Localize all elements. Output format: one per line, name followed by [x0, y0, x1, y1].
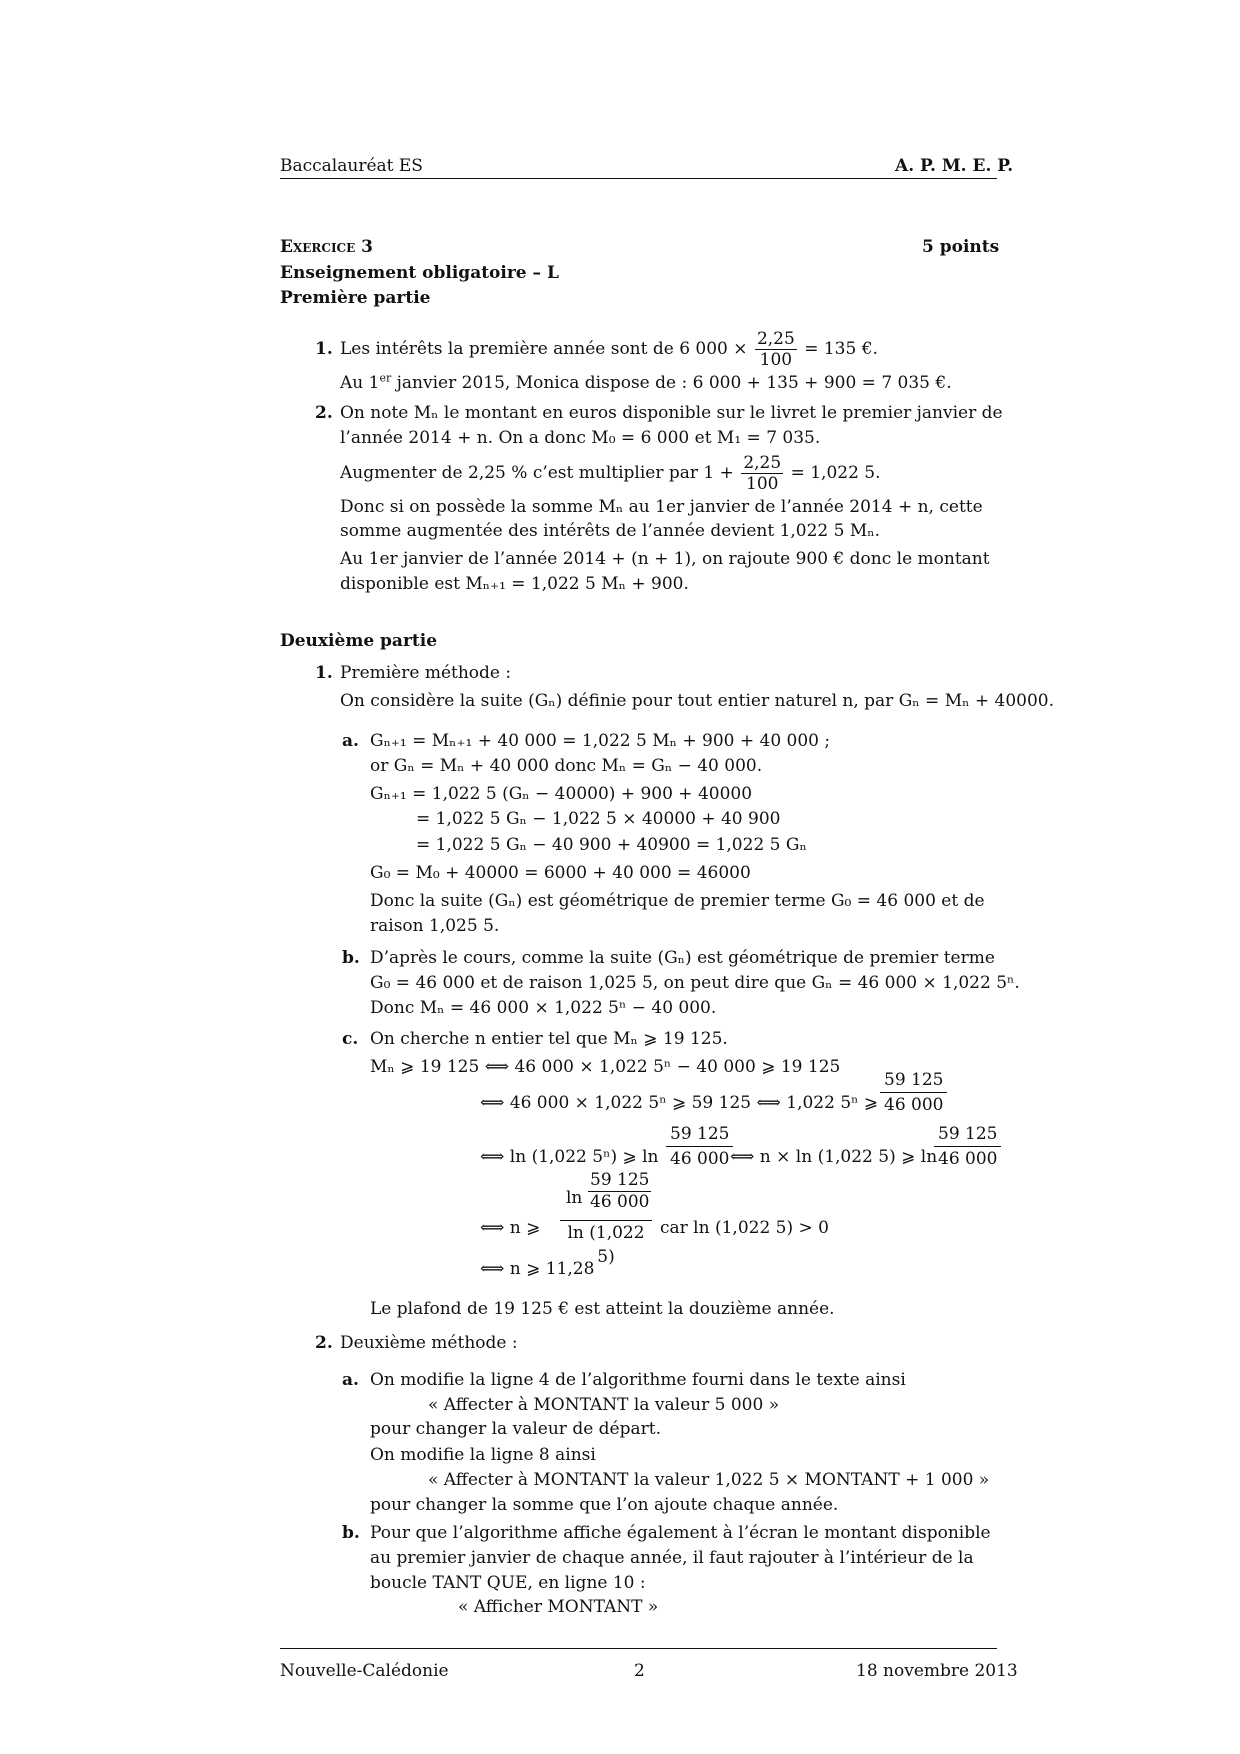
p2-c-line1: On cherche n entier tel que Mₙ ⩾ 19 125.	[370, 1029, 728, 1049]
p1-q1-text-a: Les intérêts la première année sont de 6 000 ×	[340, 339, 748, 359]
p2-c-frac2-den: 46 000	[670, 1149, 730, 1169]
p2-a-line3: Gₙ₊₁ = 1,022 5 (Gₙ − 40000) + 900 + 40000	[370, 784, 753, 804]
p1-q1-line1	[340, 326, 878, 372]
part2-heading: Deuxième partie	[280, 631, 438, 651]
p2-b-line1: D’après le cours, comme la suite (Gₙ) est géométrique de premier terme	[370, 948, 995, 968]
p2-c-inner-num: 59 125	[590, 1170, 650, 1190]
p1-q1-line2-post: janvier 2015, Monica dispose de : 6 000 + 135 + 900 = 7 035 €.	[396, 373, 952, 393]
exercise-points: 5 points	[922, 237, 1000, 257]
p1-q1-line2	[340, 372, 952, 394]
p1-q2-line3	[340, 450, 881, 496]
p1-q1-fraction	[755, 329, 797, 370]
p1-q2-line7: disponible est Mₙ₊₁ = 1,022 5 Mₙ + 900.	[340, 574, 689, 594]
p2-c-big-frac-den: ln (1,022 5)	[567, 1223, 645, 1267]
p2-a-line8: raison 1,025 5.	[370, 916, 500, 936]
p1-q2-number: 2.	[315, 403, 333, 423]
p2-a-line6: G₀ = M₀ + 40000 = 6000 + 40 000 = 46000	[370, 863, 751, 883]
p2-c-big-frac-ln: ln	[566, 1188, 583, 1208]
p1-q1-frac-num: 2,25	[756, 329, 795, 349]
p2-a-line4: = 1,022 5 Gₙ − 1,022 5 × 40000 + 40 900	[416, 809, 781, 829]
page-number: 2	[634, 1661, 645, 1681]
p2-q2-number: 2.	[315, 1333, 333, 1353]
p2-a-line5: = 1,022 5 Gₙ − 40 900 + 40900 = 1,022 5 Gₙ	[416, 835, 807, 855]
p2-c-frac3-den: 46 000	[938, 1149, 998, 1169]
p2-c-frac2	[666, 1124, 733, 1169]
p2-c-line2: Mₙ ⩾ 19 125 ⟺ 46 000 × 1,022 5ⁿ − 40 000 ⩾ 19 125	[370, 1057, 841, 1077]
header-rule	[280, 178, 997, 179]
p2-c-line4a: ⟺ ln (1,022 5ⁿ) ⩾ ln	[480, 1147, 659, 1167]
p2-c-frac3-num: 59 125	[934, 1124, 1001, 1147]
p1-q1-text-b: = 135 €.	[804, 339, 878, 359]
p2-b-line2: G₀ = 46 000 et de raison 1,025 5, on peut dire que Gₙ = 46 000 × 1,022 5ⁿ.	[370, 973, 1020, 993]
p2-q2a-line2: « Affecter à MONTANT la valeur 5 000 »	[428, 1395, 780, 1415]
p2-q2-title: Deuxième méthode :	[340, 1333, 518, 1353]
header-right: A. P. M. E. P.	[895, 156, 1014, 176]
p2-q2b-line2: au premier janvier de chaque année, il faut rajouter à l’intérieur de la	[370, 1548, 974, 1568]
p2-b-label: b.	[342, 948, 360, 968]
p2-q2a-line1: On modifie la ligne 4 de l’algorithme fourni dans le texte ainsi	[370, 1370, 906, 1390]
header-left: Baccalauréat ES	[280, 156, 423, 176]
p2-q2b-line1: Pour que l’algorithme affiche également à l’écran le montant disponible	[370, 1523, 991, 1543]
p2-c-line6: ⟺ n ⩾ 11,28	[480, 1259, 595, 1279]
p2-c-line3: ⟺ 46 000 × 1,022 5ⁿ ⩾ 59 125 ⟺ 1,022 5ⁿ ⩾	[480, 1093, 879, 1113]
p2-b-line3: Donc Mₙ = 46 000 × 1,022 5ⁿ − 40 000.	[370, 998, 717, 1018]
p2-c-inner-den: 46 000	[590, 1192, 650, 1212]
p2-a-line7: Donc la suite (Gₙ) est géométrique de premier terme G₀ = 46 000 et de	[370, 891, 985, 911]
p2-c-conclusion: Le plafond de 19 125 € est atteint la douzième année.	[370, 1299, 835, 1319]
p2-q2b-line4: « Afficher MONTANT »	[458, 1597, 659, 1617]
exercise-title: Exercice 3	[280, 237, 373, 257]
p2-q1-title: Première méthode :	[340, 663, 512, 683]
p2-q2a-line4: On modifie la ligne 8 ainsi	[370, 1445, 596, 1465]
p1-q2-line3-b: = 1,022 5.	[790, 463, 881, 483]
p2-c-frac1-den: 46 000	[884, 1095, 944, 1115]
p2-q2a-label: a.	[342, 1370, 359, 1390]
p1-q2-line3-a: Augmenter de 2,25 % c’est multiplier par 1 +	[340, 463, 734, 483]
footer-rule	[280, 1648, 997, 1649]
p2-c-line5-pre: ⟺ n ⩾	[480, 1218, 541, 1238]
p1-q1-number: 1.	[315, 339, 333, 359]
p1-q1-line2-sup: er	[379, 371, 392, 385]
p2-c-frac1	[880, 1070, 947, 1115]
p2-c-line5-post: car ln (1,022 5) > 0	[660, 1218, 829, 1238]
p1-q1-line2-pre: Au 1	[340, 373, 380, 393]
p1-q2-frac-den: 100	[741, 473, 783, 494]
p1-q2-fraction	[741, 453, 783, 494]
p2-q2a-line6: pour changer la somme que l’on ajoute chaque année.	[370, 1495, 839, 1515]
p2-q1-number: 1.	[315, 663, 333, 683]
p2-a-line1: Gₙ₊₁ = Mₙ₊₁ + 40 000 = 1,022 5 Mₙ + 900 + 40 000 ;	[370, 731, 831, 751]
p2-q2b-line3: boucle TANT QUE, en ligne 10 :	[370, 1573, 646, 1593]
p1-q1-frac-den: 100	[755, 349, 797, 370]
p2-c-inner-frac	[588, 1170, 651, 1213]
p2-a-line2: or Gₙ = Mₙ + 40 000 donc Mₙ = Gₙ − 40 000.	[370, 756, 763, 776]
p2-q2b-label: b.	[342, 1523, 360, 1543]
p2-a-label: a.	[342, 731, 359, 751]
p2-q1-intro: On considère la suite (Gₙ) définie pour tout entier naturel n, par Gₙ = Mₙ + 40000.	[340, 691, 1054, 711]
p2-c-frac3	[934, 1124, 1001, 1169]
p2-c-line4b: ⟺ n × ln (1,022 5) ⩾ ln	[730, 1147, 938, 1167]
p2-q2a-line3: pour changer la valeur de départ.	[370, 1419, 661, 1439]
part1-heading: Première partie	[280, 288, 431, 308]
p2-c-frac2-num: 59 125	[666, 1124, 733, 1147]
p2-c-frac1-num: 59 125	[880, 1070, 947, 1093]
footer-right: 18 novembre 2013	[856, 1661, 1018, 1681]
p2-c-label: c.	[342, 1029, 359, 1049]
p1-q2-line6: Au 1er janvier de l’année 2014 + (n + 1), on rajoute 900 € donc le montant	[340, 549, 990, 569]
p1-q2-line5: somme augmentée des intérêts de l’année devient 1,022 5 Mₙ.	[340, 521, 881, 541]
p2-q2a-line5: « Affecter à MONTANT la valeur 1,022 5 × MONTANT + 1 000 »	[428, 1470, 990, 1490]
p1-q2-frac-num: 2,25	[743, 453, 782, 473]
p2-c-big-fraction	[560, 1170, 652, 1269]
p1-q2-line4: Donc si on possède la somme Mₙ au 1er janvier de l’année 2014 + n, cette	[340, 497, 983, 517]
p1-q2-line2: l’année 2014 + n. On a donc M₀ = 6 000 et M₁ = 7 035.	[340, 428, 821, 448]
p2-c-big-frac-top	[560, 1170, 652, 1221]
exercise-subtitle: Enseignement obligatoire – L	[280, 263, 559, 283]
p1-q2-line1: On note Mₙ le montant en euros disponible sur le livret le premier janvier de	[340, 403, 1003, 423]
footer-left: Nouvelle-Calédonie	[280, 1661, 449, 1681]
